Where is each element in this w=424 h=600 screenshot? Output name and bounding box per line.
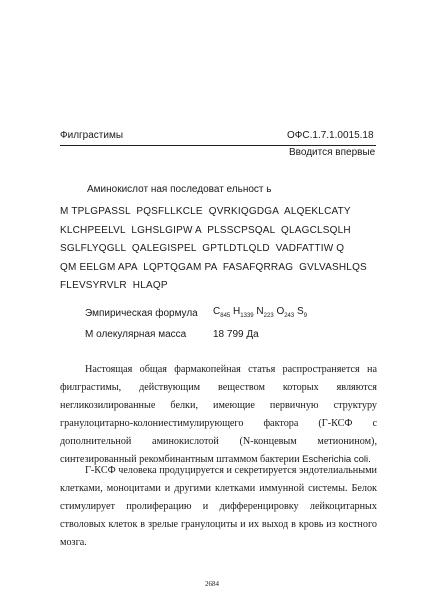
scope-paragraph: Настоящая общая фармакопейная статья распространяется на филграстимы, действующим веществом которых являются негликозилированные белки, имеющие первичную структуру гранулоцитарно-колониестимулирующего фактора (Г-КСФ с дополнительной аминокислотой (N-концевым метионином), синтезированный рекомбинантным штаммом бактерии Escherichia coli. <box>60 364 377 465</box>
monograph-title: Филграстимы <box>60 130 124 141</box>
introduction-note: Вводится впервые <box>289 147 376 158</box>
description-paragraph: Г-КСФ человека продуцируется и секретируется эндотелиальными клетками, моноцитами и другими клетками иммунной системы. Белок стимулирует пролиферацию и дифференцировку лейкоцитарных стволовых клеток в зрелые гранулоциты и их выход в кровь из костного мозга. <box>60 465 377 548</box>
molecular-mass-value: 18 799 Да <box>213 329 259 340</box>
sequence-line: M TPLGPASSL PQSFLLKCLE QVRKIQGDGA ALQEKLCATY <box>60 206 351 217</box>
molecular-mass-label: М олекулярная масса <box>85 329 187 340</box>
sequence-heading: Аминокислот ная последоват ельност ь <box>87 184 272 195</box>
organism-name: Escherichia coli. <box>302 454 371 465</box>
empirical-formula-label: Эмпирическая формула <box>85 308 198 319</box>
empirical-formula: $C_{845}$ $H_{1339}$ $N_{223}$ $O_{243}$ $S_9$ <box>213 306 308 319</box>
page-number: 2684 <box>205 580 219 588</box>
sequence-line: FLEVSYRVLR HLAQP <box>60 280 168 291</box>
sequence-line: QM EELGM APA LQPTQGAM PA FASAFQRRAG GVLVASHLQS <box>60 261 367 273</box>
amino-acid-sequence <box>60 203 367 296</box>
header-divider <box>60 145 376 146</box>
sequence-line: SGLFLYQGLL QALEGISPEL GPTLDTLQLD VADFATTIW Q <box>60 243 345 254</box>
monograph-code: ОФС.1.7.1.0015.18 <box>287 130 374 141</box>
sequence-line: KLCHPEELVL LGHSLGIPW A PLSSCPSQAL QLAGCLSQLH <box>60 224 351 236</box>
